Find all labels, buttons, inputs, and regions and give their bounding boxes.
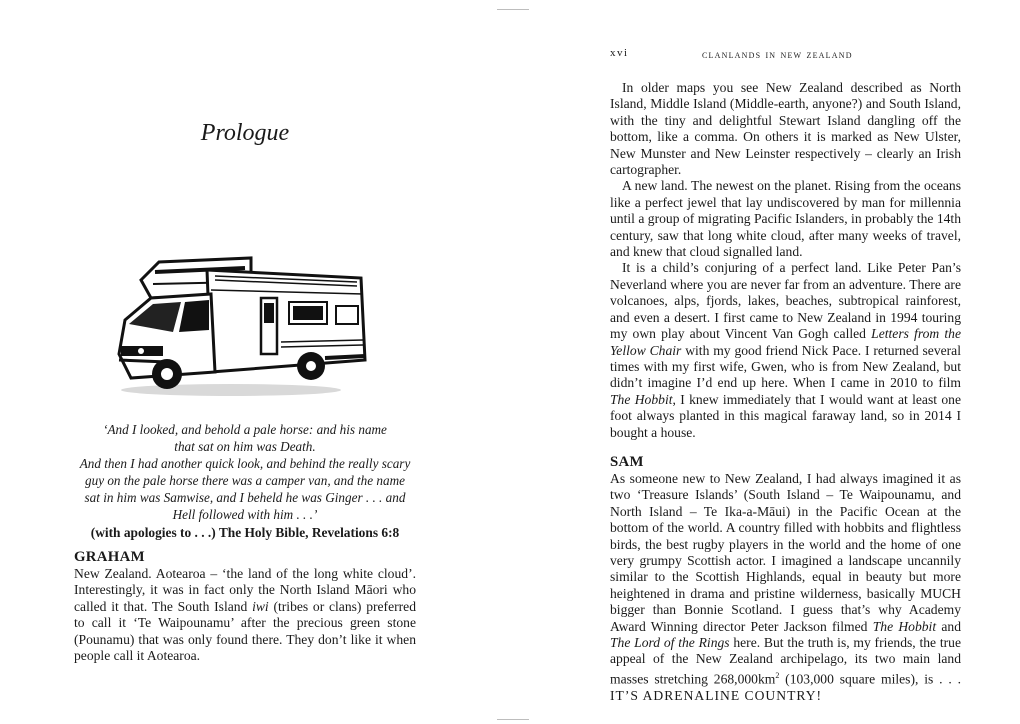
italic-title: The Lord of the Rings (610, 635, 730, 650)
page-number: xvi (610, 47, 629, 59)
italic-title: The Hobbit (610, 391, 673, 407)
caps-text: IT’S ADRENALINE COUNTRY! (610, 687, 823, 703)
text-run: with my good friend Nick Pace. I returned several times with my first wife, Gwen, who is from New Zealand, but didn’t imagine I’d end up here. When I came in 2010 to film (610, 342, 961, 391)
text-run: (tribes or clans) preferred to call it ‘Te Waipounamu’ after the precious green stone (Pounamu) that was only found there. They don’t like it when people call it Aotearoa. (74, 598, 417, 664)
epigraph-line: Hell followed with him . . .’ (172, 507, 318, 522)
epigraph (74, 421, 416, 541)
text-run: As someone new to New Zealand, I had always imagined it as two ‘Treasure Islands’ (South Island – Te Waipounamu, and North Island – Te Ika-a-Māui) in the Pacific Ocean at the bottom of the world. A country filled with hobbits and flightless birds, the best rugby players in the world and the home of one very grumpy Scottish actor. I imagined a landscape uncannily similar to the Scottish Highlands, equal in beauty but more heightened in drama and pristine wilderness, basically MUCH bigger than Bonnie Scotland. I guess that’s why Academy Award Winning director Peter Jackson filmed (610, 470, 961, 634)
superscript: 2 (775, 670, 780, 680)
paragraph: In older maps you see New Zealand described as North Island, Middle Island (Middle-earth, anyone?) and South Island, with the tiny and delightful Stewart Island dangling off the bottom, like a comma. On others it is marked as New Ulster, New Munster and New Leinster respectively – clearly an Irish cartographer. (610, 80, 961, 178)
epigraph-line: And then I had another quick look, and behind the really scary (79, 456, 411, 471)
paragraph: A new land. The newest on the planet. Rising from the oceans like a perfect jewel that lay undiscovered by man for millennia until a group of migrating Pacific Islanders, in probably the 14th century, saw that long white cloud, after many weeks of travel, and knew that cloud signalled land. (610, 178, 961, 260)
epigraph-line: sat in him was Samwise, and I beheld he was Ginger . . . and (84, 490, 406, 505)
camper-van-illustration (111, 250, 373, 400)
epigraph-line: that sat on him was Death. (174, 439, 316, 454)
italic-title: The Hobbit (872, 618, 937, 634)
graham-section (74, 548, 416, 664)
text-run: here. But the truth is, my friends, the true appeal of the New Zealand archipelago, its two main land masses stretching 268,000km (610, 635, 961, 687)
chapter-title: Prologue (200, 120, 290, 146)
epigraph-line: guy on the pale horse there was a camper van, and the name (85, 473, 405, 488)
text-column (610, 80, 961, 704)
italic-term: iwi (252, 598, 269, 614)
text-run: and (936, 618, 961, 634)
text-run: New Zealand. Aotearoa – ‘the land of the long white cloud’. Interestingly, it was in fact only the North Island Māori who called it that. The South Island (74, 566, 416, 614)
sam-heading: SAM (610, 453, 644, 470)
right-page (510, 0, 1020, 724)
epigraph-line: ‘And I looked, and behold a pale horse: and his name (103, 422, 387, 437)
italic-title: Letters from the Yellow Chair (610, 326, 961, 358)
sam-paragraph (610, 471, 961, 704)
running-title: clanlands in new zealand (702, 47, 853, 61)
graham-paragraph (74, 566, 416, 664)
paragraph (610, 260, 961, 440)
text-run: (103,000 square miles), is . . . (779, 671, 961, 687)
text-run: It is a child’s conjuring of a perfect land. Like Peter Pan’s Neverland where you are never far from an adventure. There are volcanoes, alps, fjords, lakes, beaches, subtropical rainforest, and even a desert. I first came to New Zealand in 1994 touring my own play about Vincent Van Gogh called (610, 260, 961, 342)
epigraph-attribution: (with apologies to . . .) The Holy Bible, Revelations 6:8 (90, 525, 400, 540)
text-run: , I knew immediately that I would want at least one foot always planted in this magical faraway land, so in 2014 I bought a house. (610, 391, 961, 440)
graham-heading: GRAHAM (74, 549, 145, 565)
